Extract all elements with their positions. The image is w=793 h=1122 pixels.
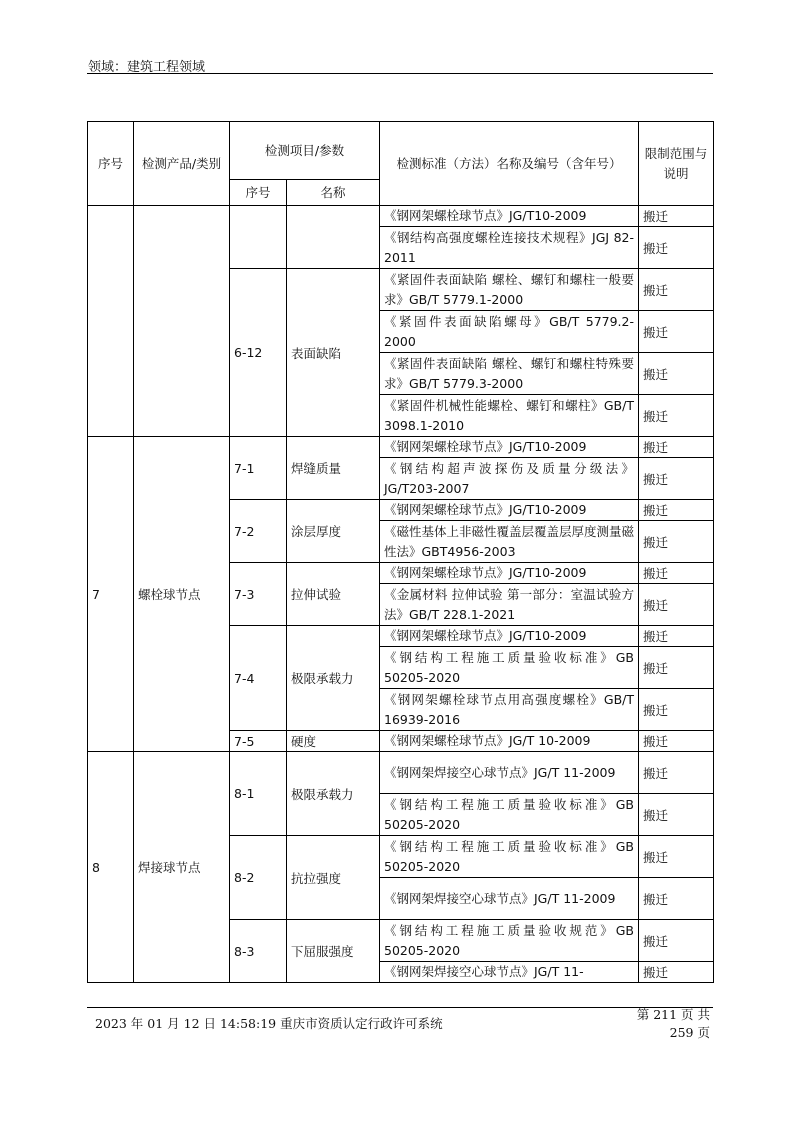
- document-domain-header: 领域：建筑工程领域: [88, 60, 206, 75]
- item-name-cell: 极限承载力: [287, 752, 380, 836]
- footer-page-info: 第 211 页 共 259 页: [636, 1007, 710, 1040]
- header-standard: 检测标准（方法）名称及编号（含年号）: [380, 122, 639, 206]
- limit-cell: 搬迁: [639, 878, 714, 920]
- header-limit: 限制范围与说明: [639, 122, 714, 206]
- table-row: [88, 206, 714, 227]
- limit-cell: 搬迁: [639, 269, 714, 311]
- standard-cell: 《钢结构工程施工质量验收规范》GB 50205-2020: [380, 920, 639, 962]
- standard-cell: 《钢网架螺栓球节点》JG/T10-2009: [380, 626, 639, 647]
- standard-cell: 《钢网架螺栓球节点》JG/T10-2009: [380, 500, 639, 521]
- standard-cell: 《钢结构工程施工质量验收标准》GB 50205-2020: [380, 647, 639, 689]
- item-code-cell: 6-12: [230, 269, 287, 437]
- standard-cell: 《钢结构工程施工质量验收标准》GB 50205-2020: [380, 794, 639, 836]
- limit-cell: 搬迁: [639, 563, 714, 584]
- standard-cell: 《钢网架螺栓球节点用高强度螺栓》GB/T 16939-2016: [380, 689, 639, 731]
- standard-cell: 《钢网架螺栓球节点》JG/T10-2009: [380, 206, 639, 227]
- header-item-param: 检测项目/参数: [230, 122, 380, 180]
- item-code-cell: 7-5: [230, 731, 287, 752]
- standard-cell: 《钢网架焊接空心球节点》JG/T 11-: [380, 962, 639, 983]
- standard-cell: 《钢结构高强度螺栓连接技术规程》JGJ 82-2011: [380, 227, 639, 269]
- item-name-cell: 焊缝质量: [287, 437, 380, 500]
- header-category: 检测产品/类别: [134, 122, 230, 206]
- standard-cell: 《紧固件表面缺陷螺母》GB/T 5779.2-2000: [380, 311, 639, 353]
- limit-cell: 搬迁: [639, 689, 714, 731]
- header-seq: 序号: [88, 122, 134, 206]
- standard-cell: 《金属材料 拉伸试验 第一部分：室温试验方法》GB/T 228.1-2021: [380, 584, 639, 626]
- limit-cell: 搬迁: [639, 311, 714, 353]
- limit-cell: 搬迁: [639, 752, 714, 794]
- item-code-cell: 8-2: [230, 836, 287, 920]
- limit-cell: 搬迁: [639, 962, 714, 983]
- item-code-cell: 7-4: [230, 626, 287, 731]
- header-divider: [87, 73, 713, 74]
- limit-cell: 搬迁: [639, 500, 714, 521]
- item-code-cell: [230, 206, 287, 269]
- item-name-cell: 表面缺陷: [287, 269, 380, 437]
- standard-cell: 《钢网架螺栓球节点》JG/T10-2009: [380, 563, 639, 584]
- item-name-cell: 抗拉强度: [287, 836, 380, 920]
- item-code-cell: 8-1: [230, 752, 287, 836]
- limit-cell: 搬迁: [639, 227, 714, 269]
- limit-cell: 搬迁: [639, 206, 714, 227]
- limit-cell: 搬迁: [639, 647, 714, 689]
- group-category-cell: [134, 206, 230, 437]
- table-row: [88, 752, 714, 794]
- limit-cell: 搬迁: [639, 353, 714, 395]
- group-seq-cell: [88, 206, 134, 437]
- limit-cell: 搬迁: [639, 626, 714, 647]
- standard-cell: 《磁性基体上非磁性覆盖层覆盖层厚度测量磁性法》GBT4956-2003: [380, 521, 639, 563]
- standard-cell: 《钢网架焊接空心球节点》JG/T 11-2009: [380, 878, 639, 920]
- standard-cell: 《钢网架螺栓球节点》JG/T 10-2009: [380, 731, 639, 752]
- standard-cell: 《紧固件机械性能螺栓、螺钉和螺柱》GB/T 3098.1-2010: [380, 395, 639, 437]
- item-name-cell: 极限承载力: [287, 626, 380, 731]
- item-code-cell: 8-3: [230, 920, 287, 983]
- group-seq-cell: 7: [88, 437, 134, 752]
- item-code-cell: 7-3: [230, 563, 287, 626]
- standard-cell: 《紧固件表面缺陷 螺栓、螺钉和螺柱特殊要求》GB/T 5779.3-2000: [380, 353, 639, 395]
- limit-cell: 搬迁: [639, 584, 714, 626]
- limit-cell: 搬迁: [639, 395, 714, 437]
- standard-cell: 《紧固件表面缺陷 螺栓、螺钉和螺柱一般要求》GB/T 5779.1-2000: [380, 269, 639, 311]
- standard-cell: 《钢网架螺栓球节点》JG/T10-2009: [380, 437, 639, 458]
- limit-cell: 搬迁: [639, 794, 714, 836]
- item-code-cell: 7-1: [230, 437, 287, 500]
- limit-cell: 搬迁: [639, 920, 714, 962]
- limit-cell: 搬迁: [639, 521, 714, 563]
- item-name-cell: 下屈服强度: [287, 920, 380, 983]
- limit-cell: 搬迁: [639, 836, 714, 878]
- limit-cell: 搬迁: [639, 731, 714, 752]
- table-row: [88, 437, 714, 458]
- limit-cell: 搬迁: [639, 437, 714, 458]
- header-sub-seq: 序号: [230, 180, 287, 206]
- item-name-cell: 硬度: [287, 731, 380, 752]
- header-sub-name: 名称: [287, 180, 380, 206]
- group-category-cell: 焊接球节点: [134, 752, 230, 983]
- standard-cell: 《钢结构超声波探伤及质量分级法》JG/T203-2007: [380, 458, 639, 500]
- item-name-cell: [287, 206, 380, 269]
- footer-timestamp-system: 2023 年 01 月 12 日 14:58:19 重庆市资质认定行政许可系统: [95, 1016, 443, 1031]
- standard-cell: 《钢结构工程施工质量验收标准》GB 50205-2020: [380, 836, 639, 878]
- item-name-cell: 拉伸试验: [287, 563, 380, 626]
- limit-cell: 搬迁: [639, 458, 714, 500]
- standard-cell: 《钢网架焊接空心球节点》JG/T 11-2009: [380, 752, 639, 794]
- item-code-cell: 7-2: [230, 500, 287, 563]
- group-seq-cell: 8: [88, 752, 134, 983]
- item-name-cell: 涂层厚度: [287, 500, 380, 563]
- group-category-cell: 螺栓球节点: [134, 437, 230, 752]
- qualification-table: [87, 121, 714, 983]
